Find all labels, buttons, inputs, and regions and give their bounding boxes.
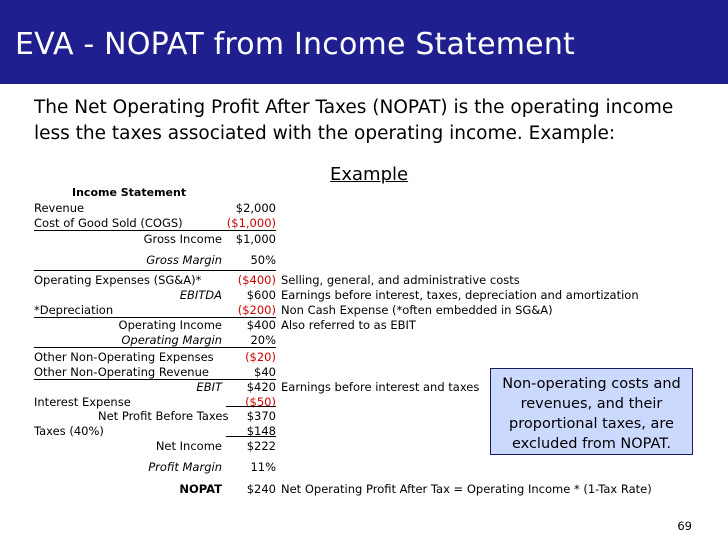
callout-line: proportional taxes, are (509, 416, 674, 432)
divider (34, 347, 276, 348)
title-bar (0, 0, 728, 84)
statement-row-nonop-expenses (34, 350, 684, 366)
row-value: ($50) (245, 395, 276, 409)
statement-row-ebitda (34, 288, 684, 304)
row-note: Earnings before interest and taxes (281, 380, 480, 394)
statement-row-gross-income (34, 232, 684, 248)
callout-line: Non-operating costs and (502, 376, 681, 392)
row-label: Gross Income (143, 232, 222, 246)
statement-row-revenue (34, 201, 684, 217)
row-value: $420 (246, 380, 276, 394)
divider (226, 436, 276, 437)
row-value: 50% (250, 253, 276, 267)
row-label: Revenue (34, 201, 85, 215)
row-value: $370 (246, 409, 276, 423)
income-statement-title: Income Statement (72, 186, 187, 199)
callout-line: revenues, and their (520, 396, 663, 412)
row-label: EBITDA (179, 288, 222, 302)
statement-row-profit-margin (34, 460, 684, 476)
intro-paragraph (34, 95, 714, 147)
page-number: 69 (677, 519, 692, 533)
row-value: $2,000 (235, 201, 276, 215)
row-label: Operating Expenses (SG&A)* (34, 273, 202, 287)
row-label: *Depreciation (34, 303, 114, 317)
row-label: Cost of Good Sold (COGS) (34, 216, 183, 230)
row-value: $40 (254, 365, 276, 379)
row-label: Profit Margin (148, 460, 222, 474)
row-label: Interest Expense (34, 395, 131, 409)
divider (34, 270, 276, 271)
row-value: $222 (246, 439, 276, 453)
intro-line: less the taxes associated with the operating income. Example: (34, 123, 616, 144)
row-value: $400 (246, 318, 276, 332)
row-label: Operating Income (118, 318, 222, 332)
row-value: 20% (250, 333, 276, 347)
row-note: Non Cash Expense (*often embedded in SG&A) (281, 303, 553, 317)
row-label: NOPAT (179, 482, 222, 496)
row-note: Net Operating Profit After Tax = Operating Income * (1-Tax Rate) (281, 482, 652, 496)
row-value: $148 (246, 424, 276, 438)
row-label: Other Non-Operating Revenue (34, 365, 209, 379)
row-label: Net Profit Before Taxes (98, 409, 229, 423)
row-label: Other Non-Operating Expenses (34, 350, 214, 364)
callout-line: excluded from NOPAT. (511, 436, 672, 452)
row-value: $600 (246, 288, 276, 302)
row-note: Selling, general, and administrative costs (281, 273, 520, 287)
row-label: EBIT (196, 380, 222, 394)
statement-row-gross-margin (34, 253, 684, 269)
row-value: $1,000 (235, 232, 276, 246)
example-heading: Example (330, 164, 409, 185)
row-label: Net Income (155, 439, 222, 453)
callout-box (490, 368, 693, 455)
divider (226, 406, 276, 407)
row-note: Earnings before interest, taxes, depreciation and amortization (281, 288, 639, 302)
row-value: ($400) (237, 273, 276, 287)
row-label: Operating Margin (121, 333, 222, 347)
statement-row-nopat (34, 482, 684, 498)
row-label: Gross Margin (146, 253, 222, 267)
statement-row-opex (34, 273, 684, 289)
row-value: ($1,000) (226, 216, 276, 230)
row-value: $240 (246, 482, 276, 496)
row-note: Also referred to as EBIT (281, 318, 416, 332)
row-value: ($20) (245, 350, 276, 364)
statement-row-operating-income (34, 318, 684, 334)
slide-title: EVA - NOPAT from Income Statement (15, 27, 576, 62)
row-label: Taxes (40%) (34, 424, 104, 438)
row-value: ($200) (237, 303, 276, 317)
intro-line: The Net Operating Profit After Taxes (NOPAT) is the operating income (34, 97, 674, 118)
divider (34, 230, 276, 231)
row-value: 11% (250, 460, 276, 474)
